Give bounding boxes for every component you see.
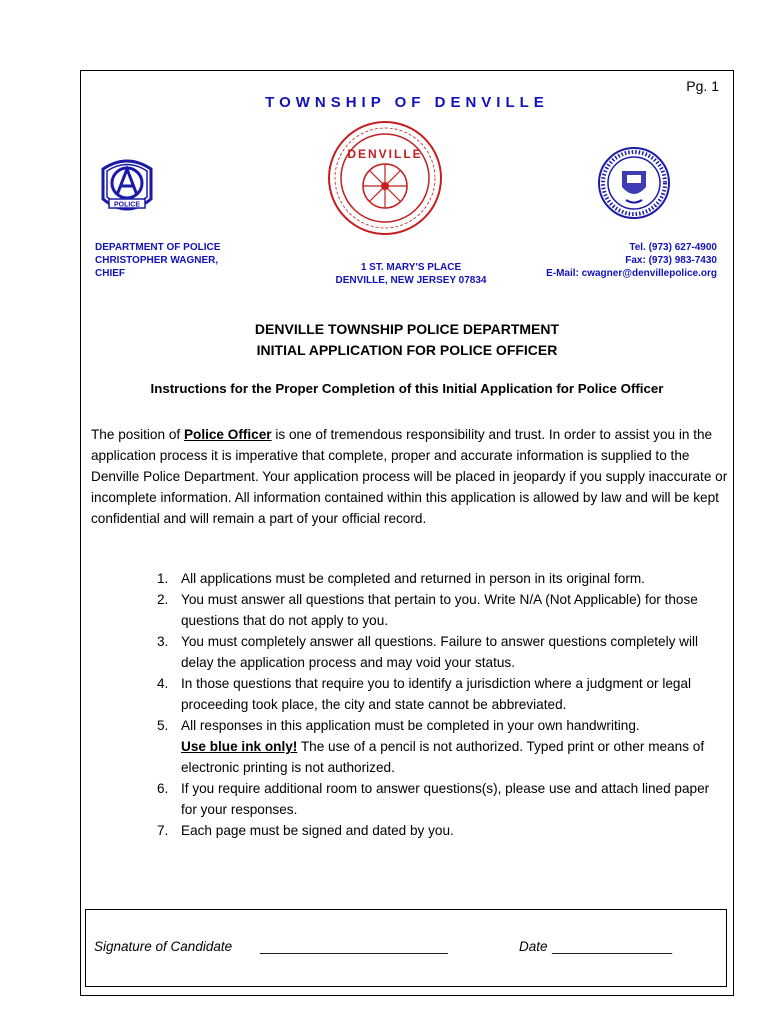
page-number: Pg. 1 [686, 78, 719, 94]
list-text: Each page must be signed and dated by you. [181, 823, 454, 838]
title-line: DENVILLE TOWNSHIP POLICE DEPARTMENT [254, 321, 560, 337]
list-text: You must answer all questions that pertain to you. Write N/A (Not Applicable) for those questions that do not apply to you. [181, 592, 698, 628]
list-item [157, 631, 727, 673]
list-number: 4. [157, 676, 169, 691]
list-item [157, 568, 727, 589]
police-badge-logo [95, 149, 159, 223]
application-page [80, 70, 734, 996]
list-number: 3. [157, 634, 169, 649]
contact-block [546, 241, 717, 280]
phone-line: Tel. (973) 627-4900 [629, 242, 717, 253]
instruction-list [157, 568, 727, 841]
department-line: CHRISTOPHER WAGNER, [95, 255, 219, 266]
address-block [281, 261, 541, 287]
list-text: In those questions that require you to identify a jurisdiction where a judgment or legal proceeding took place, the city and state cannot be abbreviated. [181, 676, 692, 712]
list-text: If you require additional room to answer questions(s), please use and attach lined paper for your responses. [181, 781, 710, 817]
police-seal-logo [596, 145, 672, 221]
list-text: All responses in this application must be completed in your own handwriting. [181, 718, 640, 733]
list-number: 5. [157, 718, 169, 733]
list-text: You must completely answer all questions. Failure to answer questions completely will delay the application process and may void your status. [181, 634, 699, 670]
township-seal-text: DENVILLE [347, 147, 423, 161]
department-block [95, 241, 220, 280]
instructions-heading: Instructions for the Proper Completion of this Initial Application for Police Officer [150, 381, 664, 396]
intro-text-after: is one of tremendous responsibility and trust. In order to assist you in the application process it is imperative that complete, proper and accurate information is supplied to the Denville Police Department. Your application process will be placed in jeopardy if you supply inaccurate or incomplete information. All information contained within this application is allowed by law and will be kept confidential and will remain a part of your official record. [91, 427, 728, 526]
list-item [157, 673, 727, 715]
police-badge-text: POLICE [113, 201, 141, 209]
title-line: INITIAL APPLICATION FOR POLICE OFFICER [256, 342, 558, 358]
document-title [81, 319, 733, 361]
date-label: Date [519, 939, 548, 954]
signature-field[interactable]: _________________________ [260, 939, 448, 954]
email-line: E-Mail: cwagner@denvillepolice.org [546, 268, 717, 279]
department-line: CHIEF [95, 268, 125, 279]
signature-label: Signature of Candidate [94, 939, 233, 954]
township-heading: TOWNSHIP OF DENVILLE [265, 94, 549, 111]
position-name: Police Officer [183, 427, 272, 442]
signature-box [85, 909, 727, 987]
address-line: 1 ST. MARY'S PLACE [360, 262, 462, 273]
intro-text-before: The position of [91, 427, 184, 442]
fax-line: Fax: (973) 983-7430 [625, 255, 717, 266]
list-item [157, 820, 727, 841]
list-number: 7. [157, 823, 169, 838]
date-field[interactable]: ________________ [552, 939, 673, 954]
address-line: DENVILLE, NEW JERSEY 07834 [335, 275, 487, 286]
blue-ink-emphasis: Use blue ink only! [181, 739, 298, 754]
list-text-continued: The use of a pencil is not authorized. Typed print or other means of electronic printing is not authorized. [181, 739, 705, 775]
intro-paragraph [91, 424, 731, 529]
list-text: All applications must be completed and returned in person in its original form. [181, 571, 645, 586]
department-line: DEPARTMENT OF POLICE [95, 242, 221, 253]
list-number: 6. [157, 781, 169, 796]
list-item [157, 778, 727, 820]
list-item [157, 715, 727, 778]
township-seal-logo [325, 118, 445, 238]
list-item [157, 589, 727, 631]
list-number: 2. [157, 592, 169, 607]
list-number: 1. [157, 571, 169, 586]
